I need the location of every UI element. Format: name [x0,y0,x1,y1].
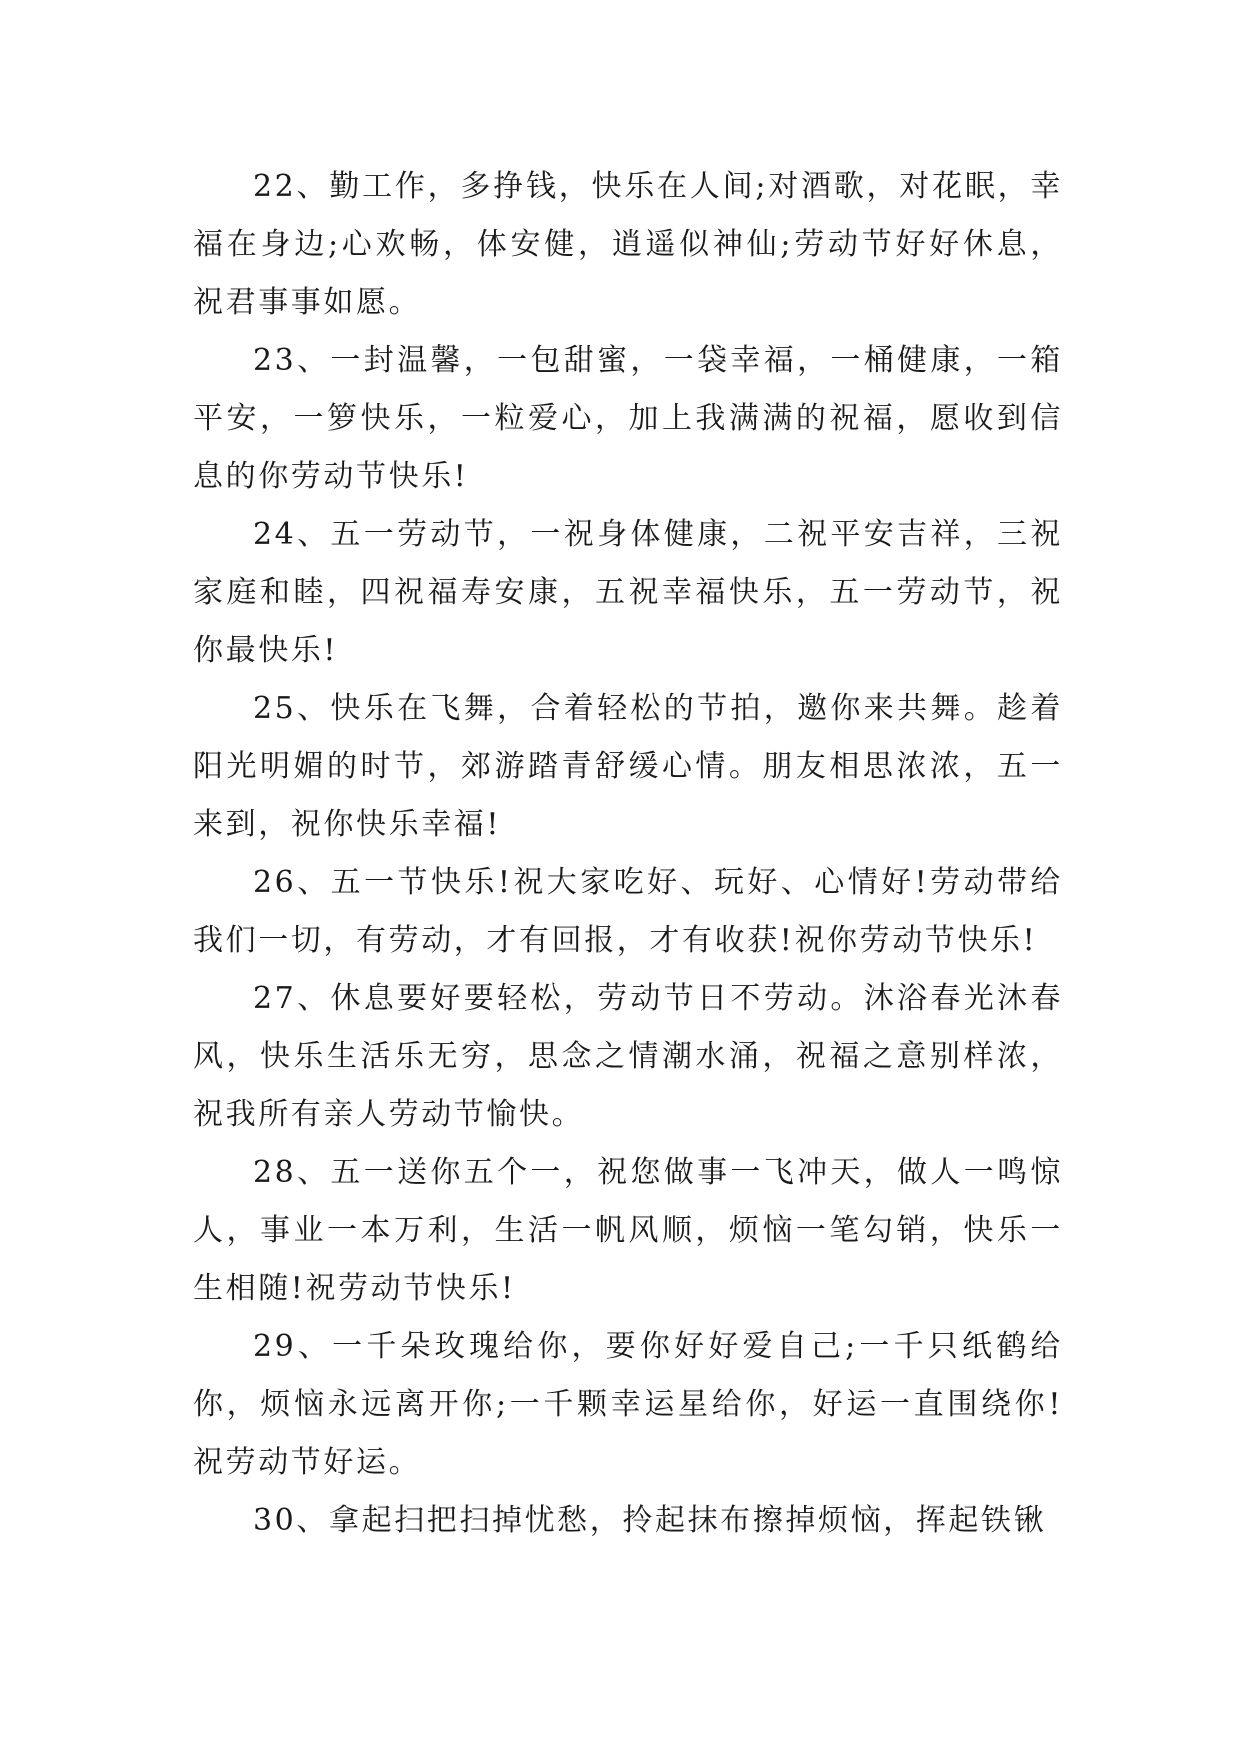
paragraph-29: 29、一千朵玫瑰给你，要你好好爱自己;一千只纸鹤给你，烦恼永远离开你;一千颗幸运星给你，好运一直围绕你!祝劳动节好运。 [193,1329,1063,1480]
paragraph-25: 25、快乐在飞舞，合着轻松的节拍，邀你来共舞。趁着阳光明媚的时节，郊游踏青舒缓心情。朋友相思浓浓，五一来到，祝你快乐幸福! [193,691,1063,842]
paragraph-26: 26、五一节快乐!祝大家吃好、玩好、心情好!劳动带给我们一切，有劳动，才有回报，才有收获!祝你劳动节快乐! [193,865,1063,958]
paragraph-30: 30、拿起扫把扫掉忧愁，拎起抹布擦掉烦恼，挥起铁锹 [253,1503,1047,1538]
document-body [193,158,1063,1550]
paragraph-22: 22、勤工作，多挣钱，快乐在人间;对酒歌，对花眠，幸福在身边;心欢畅，体安健，逍遥似神仙;劳动节好好休息，祝君事事如愿。 [193,169,1063,320]
paragraph-23: 23、一封温馨，一包甜蜜，一袋幸福，一桶健康，一箱平安，一箩快乐，一粒爱心，加上我满满的祝福，愿收到信息的你劳动节快乐! [193,343,1063,494]
paragraph-28: 28、五一送你五个一，祝您做事一飞冲天，做人一鸣惊人，事业一本万利，生活一帆风顺，烦恼一笔勾销，快乐一生相随!祝劳动节快乐! [193,1155,1063,1306]
paragraph-27: 27、休息要好要轻松，劳动节日不劳动。沐浴春光沐春风，快乐生活乐无穷，思念之情潮水涌，祝福之意别样浓，祝我所有亲人劳动节愉快。 [193,981,1063,1132]
paragraph-24: 24、五一劳动节，一祝身体健康，二祝平安吉祥，三祝家庭和睦，四祝福寿安康，五祝幸福快乐，五一劳动节，祝你最快乐! [193,517,1063,668]
